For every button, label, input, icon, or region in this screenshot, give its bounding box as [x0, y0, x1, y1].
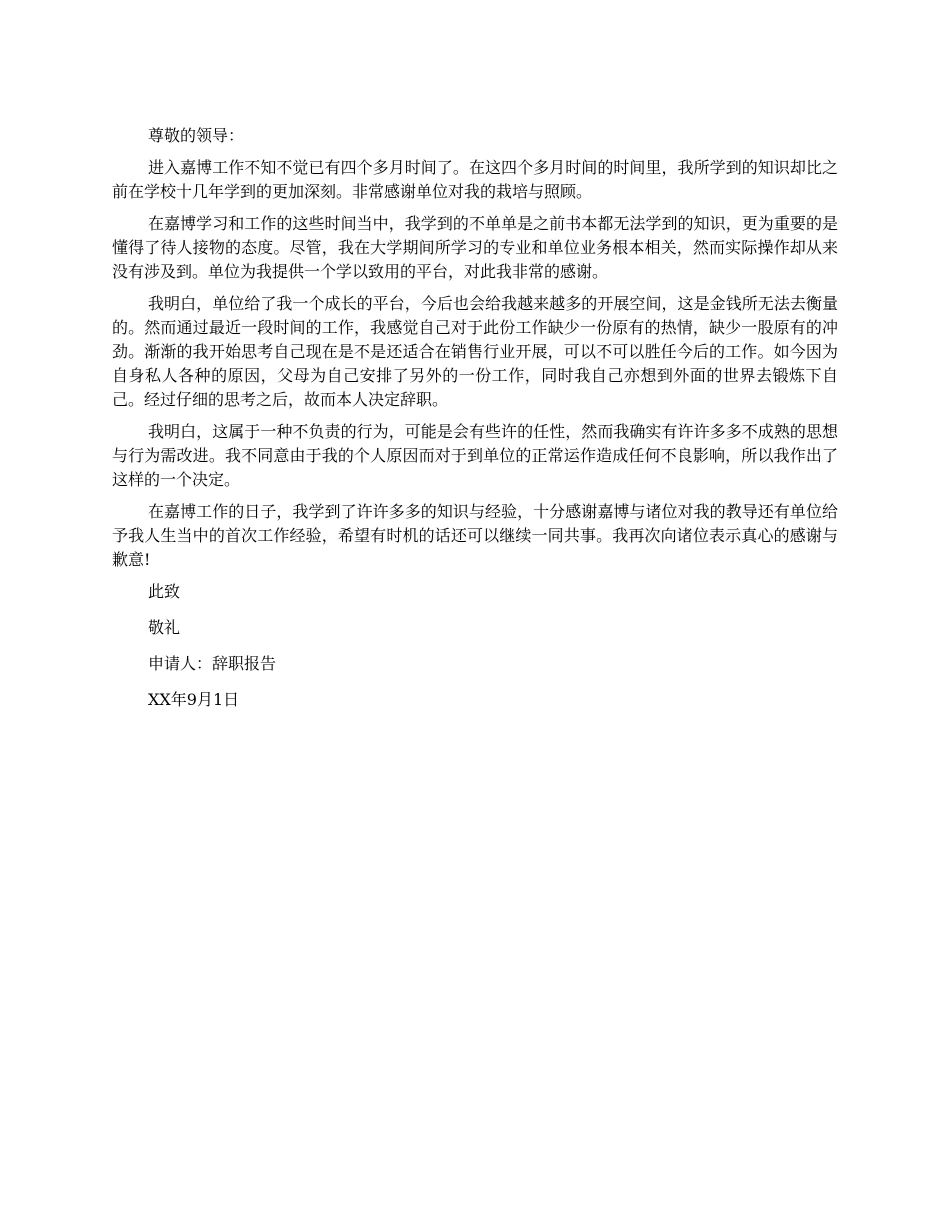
letter-document [112, 124, 838, 724]
date-line: XX年9月1日 [148, 690, 240, 709]
salutation: 尊敬的领导： [148, 126, 245, 145]
paragraph-1: 进入嘉博工作不知不觉已有四个多月时间了。在这四个多月时间的时间里，我所学到的知识却比之前在学校十几年学到的更加深刻。非常感谢单位对我的栽培与照顾。 [112, 158, 838, 201]
applicant-line: 申请人：辞职报告 [148, 654, 277, 673]
paragraph-5: 在嘉博工作的日子，我学到了许许多多的知识与经验，十分感谢嘉博与诸位对我的教导还有单位给予我人生当中的首次工作经验，希望有时机的话还可以继续一同共事。我再次向诸位表示真心的感谢与歉意! [112, 502, 838, 569]
paragraph-2: 在嘉博学习和工作的这些时间当中，我学到的不单单是之前书本都无法学到的知识，更为重要的是懂得了待人接物的态度。尽管，我在大学期间所学习的专业和单位业务根本相关，然而实际操作却从来没有涉及到。单位为我提供一个学以致用的平台，对此我非常的感谢。 [112, 214, 838, 281]
paragraph-3: 我明白，单位给了我一个成长的平台，今后也会给我越来越多的开展空间，这是金钱所无法去衡量的。然而通过最近一段时间的工作，我感觉自己对于此份工作缺少一份原有的热情，缺少一股原有的冲劲。渐渐的我开始思考自己现在是不是还适合在销售行业开展，可以不可以胜任今后的工作。如今因为自身私人各种的原因，父母为自己安排了另外的一份工作，同时我自己亦想到外面的世界去锻炼下自己。经过仔细的思考之后，故而本人决定辞职。 [112, 294, 838, 409]
closing-line: 此致 [148, 582, 181, 601]
regards-line: 敬礼 [148, 618, 181, 637]
paragraph-4: 我明白，这属于一种不负责的行为，可能是会有些许的任性，然而我确实有许许多多不成熟的思想与行为需改进。我不同意由于我的个人原因而对于到单位的正常运作造成任何不良影响，所以我作出了这样的一个决定。 [112, 422, 838, 489]
